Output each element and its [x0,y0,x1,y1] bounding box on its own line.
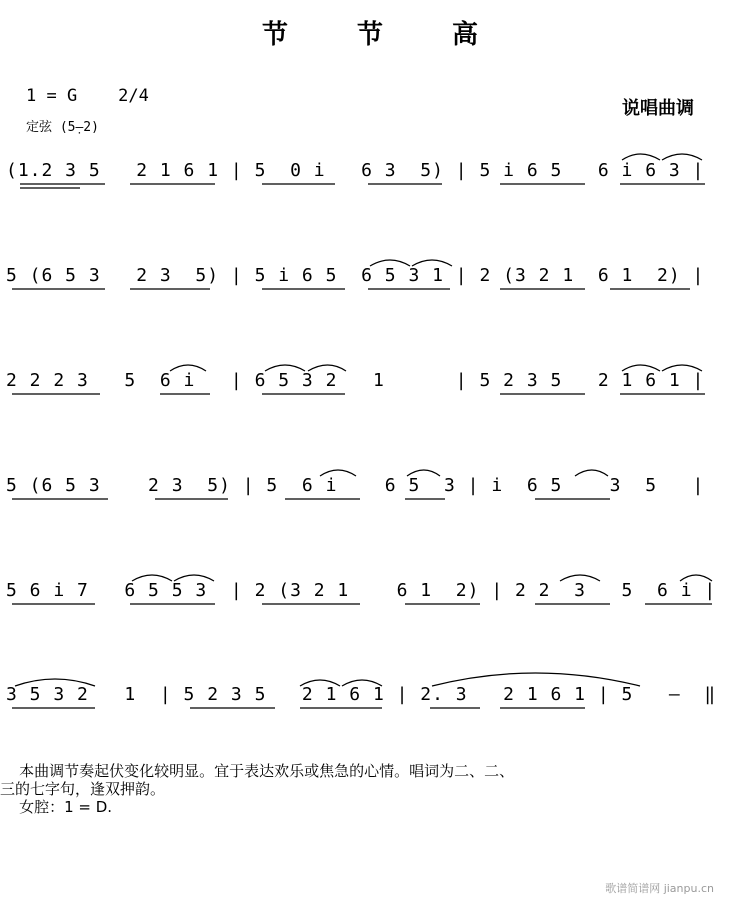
note-line-1: 本曲调节奏起伏变化较明显。宜于表达欢乐或焦急的心情。唱词为二、二、 [0,762,515,780]
score-line-5: 5 6 i 7 6 5 5 3 | 2 (3 2 1 6 1 2) | 2 2 3 5 6 i | [6,580,717,601]
score-line-6: 3 5 3 2 1 | 5 2 3 5 2 1 6 1 | 2. 3 2 1 6 1 | 5 — ‖ [6,684,717,705]
note-line-2: 三的七字句，逢双押韵。 [0,780,166,798]
key-signature: 1 = G 2/4 [26,86,149,106]
score-line-4: 5 (6 5 3 2 3 5) | 5 6 i 6 5 3 | i 6 5 3 5 | [6,475,705,496]
note-line-3: 女腔：1 = D. [0,798,113,816]
tuning-note: 定弦 (5̣—2) [26,120,99,135]
site-watermark: 歌谱简谱网 jianpu.cn [605,882,714,895]
score-line-2: 5 (6 5 3 2 3 5) | 5 i 6 5 6 5 3 1 | 2 (3 2 1 6 1 2) | [6,265,705,286]
commentary-notes [0,762,740,816]
score-line-3: 2 2 2 3 5 6 i | 6 5 3 2 1 | 5 2 3 5 2 1 6 1 | [6,370,705,391]
page-title: 节 节 高 [261,20,509,50]
score-line-1: (1.2 3 5 2 1 6 1 | 5 0 i 6 3 5) | 5 i 6 5 6 i 6 3 | [6,160,705,181]
tune-style: 说唱曲调 [622,98,694,119]
